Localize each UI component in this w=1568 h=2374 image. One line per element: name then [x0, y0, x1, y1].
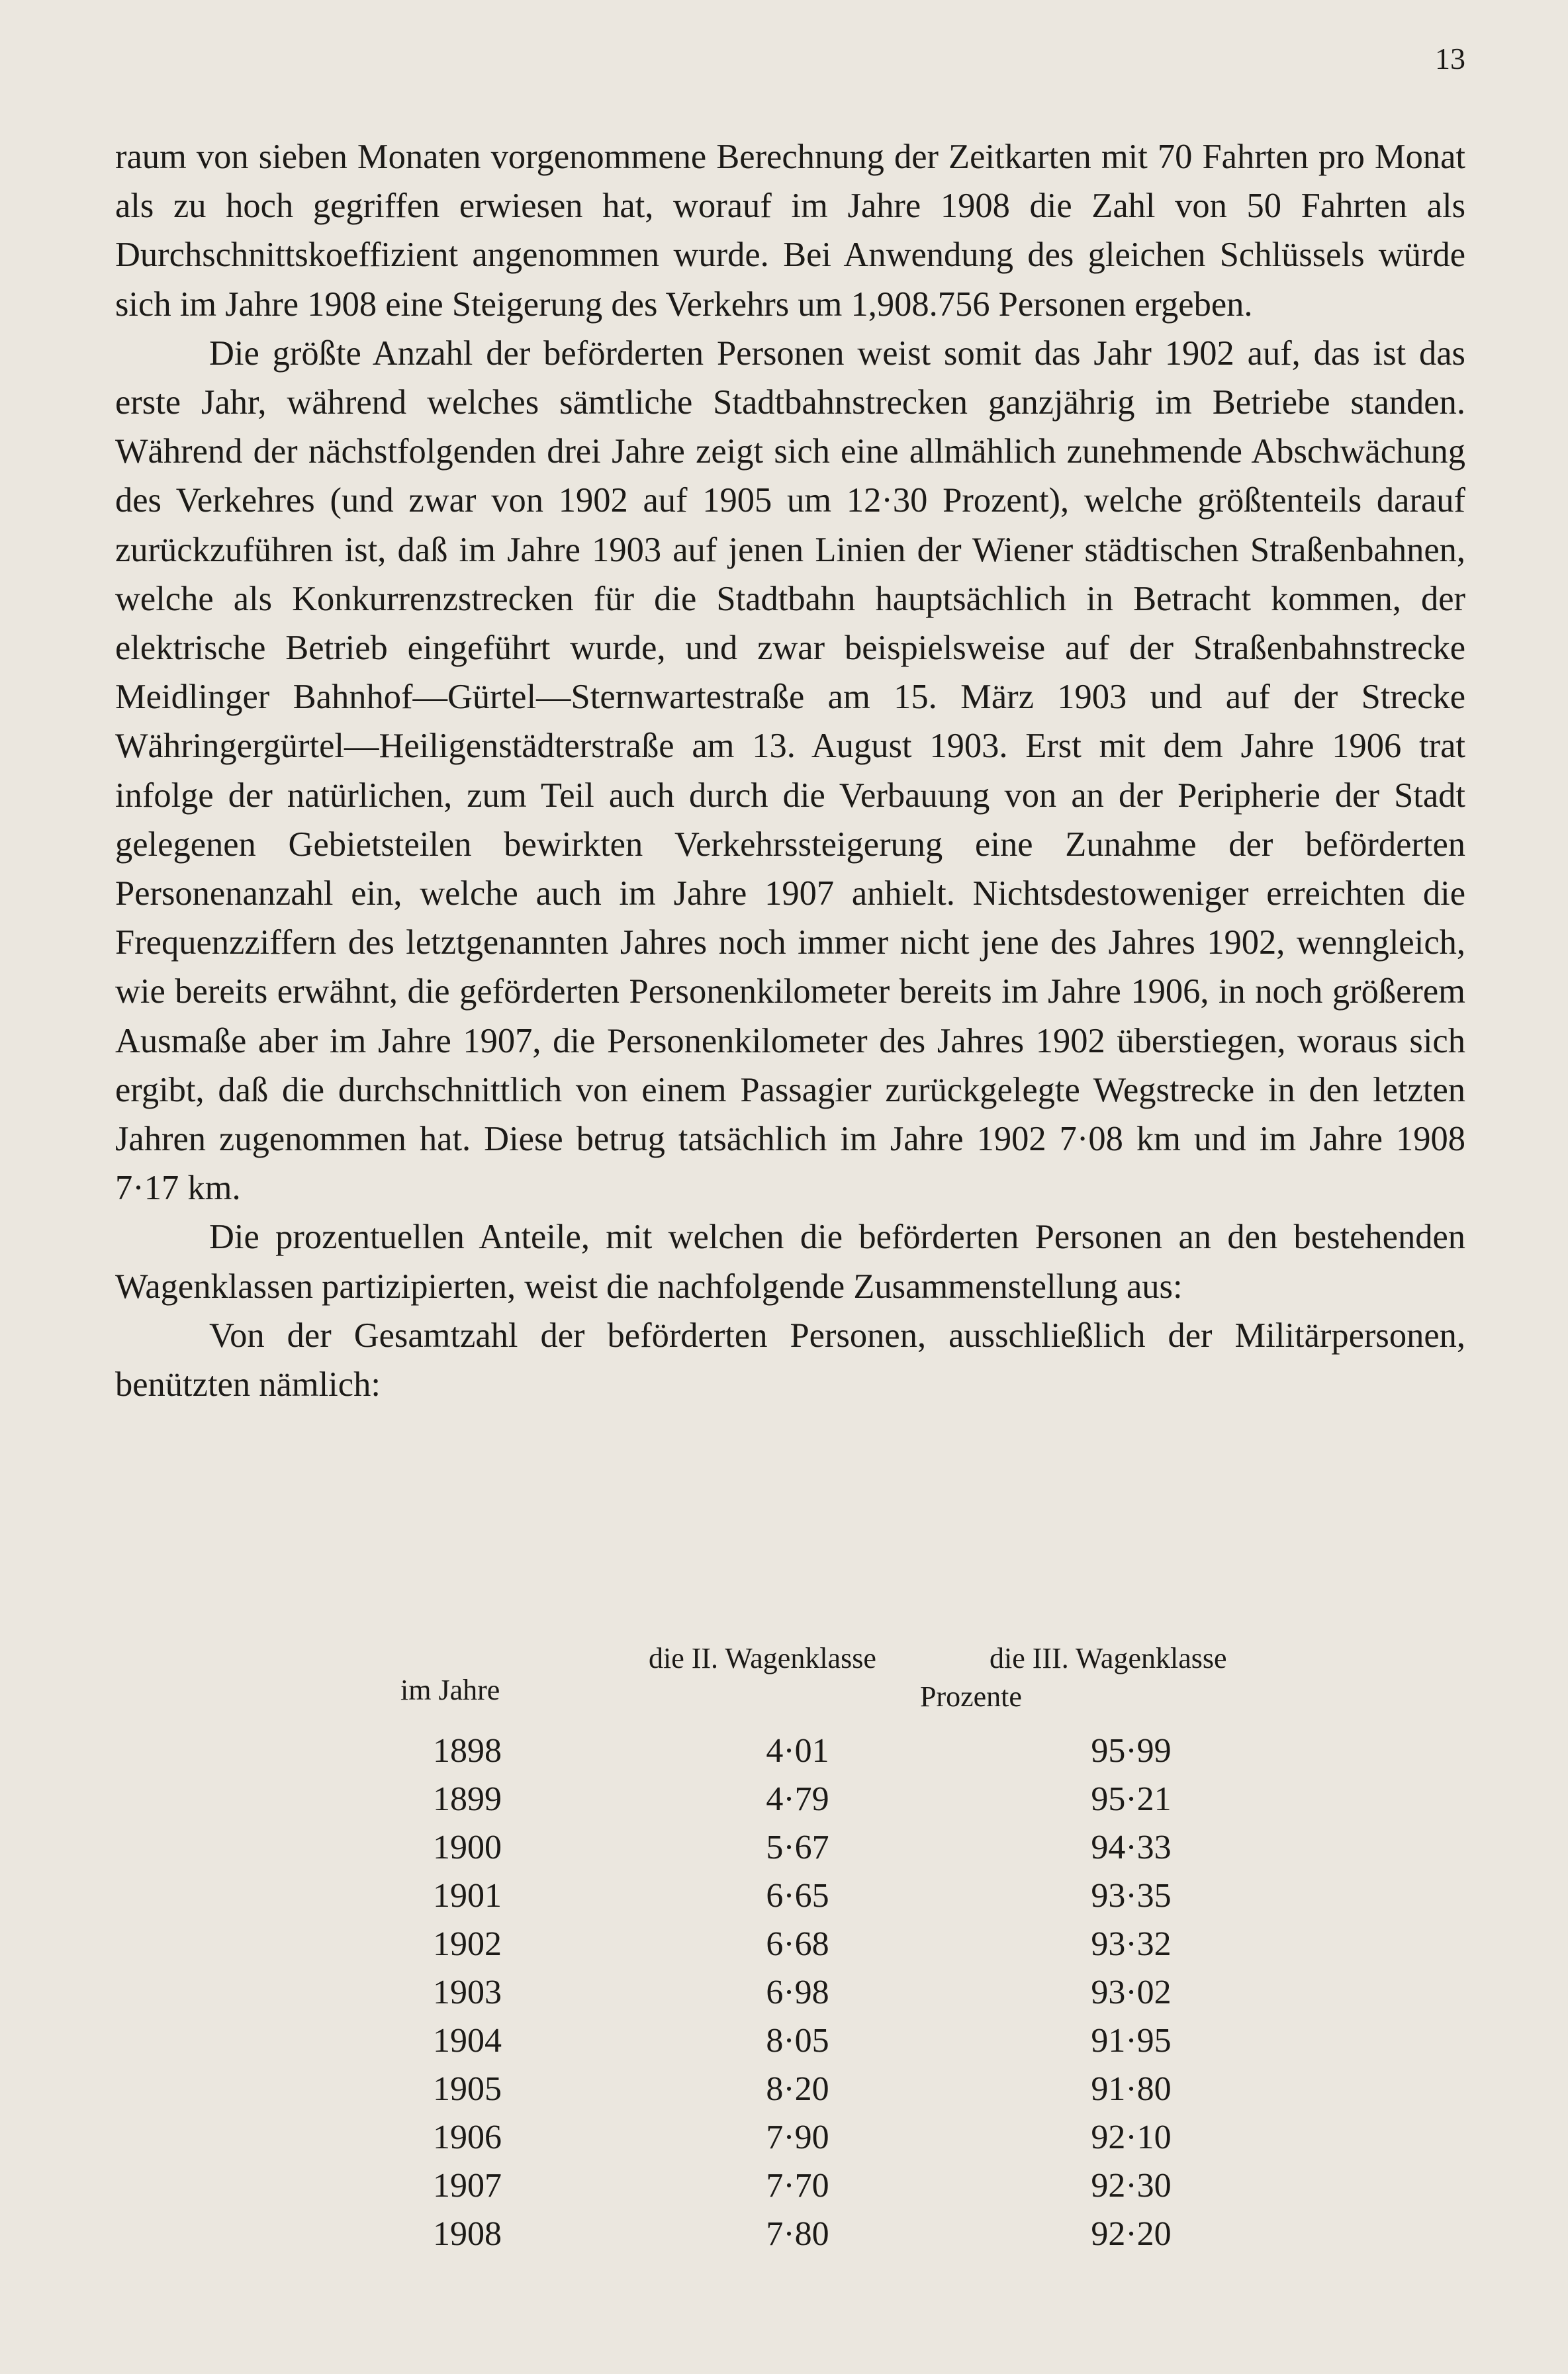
paragraph-4: Von der Gesamtzahl der beförderten Personen, ausschließlich der Militärpersonen, benützten nämlich:	[115, 1316, 1465, 1404]
cell-class2: 5·67	[766, 1829, 829, 1866]
cell-year: 1899	[433, 1780, 502, 1818]
cell-class3: 93·02	[1091, 1974, 1172, 2011]
table-row	[0, 1973, 1568, 2021]
cell-class3: 92·10	[1091, 2119, 1172, 2156]
cell-class2: 8·05	[766, 2022, 829, 2060]
header-class2: die II. Wagenklasse	[649, 1642, 876, 1674]
table-header	[0, 1641, 1568, 1734]
cell-class3: 93·35	[1091, 1877, 1172, 1915]
cell-class3: 95·21	[1091, 1780, 1172, 1818]
cell-class3: 91·80	[1091, 2070, 1172, 2108]
table-row	[0, 2070, 1568, 2118]
table-row	[0, 1925, 1568, 1973]
cell-class2: 6·68	[766, 1925, 829, 1963]
cell-year: 1903	[433, 1974, 502, 2011]
cell-year: 1898	[433, 1732, 502, 1770]
table-row	[0, 2118, 1568, 2166]
cell-year: 1907	[433, 2167, 502, 2205]
table-row	[0, 1828, 1568, 1876]
paragraph-3: Die prozentuellen Anteile, mit welchen die beförderten Personen an den bestehenden Wagenklassen partizipierten, weist die nachfolgende Zusammenstellung aus:	[115, 1218, 1465, 1306]
cell-class2: 7·70	[766, 2167, 829, 2205]
cell-class3: 92·30	[1091, 2167, 1172, 2205]
table-row	[0, 1731, 1568, 1780]
header-class3: die III. Wagenklasse	[990, 1642, 1227, 1674]
cell-class2: 7·90	[766, 2119, 829, 2156]
page-number: 13	[1435, 42, 1465, 75]
cell-year: 1901	[433, 1877, 502, 1915]
table-row	[0, 2021, 1568, 2070]
cell-year: 1906	[433, 2119, 502, 2156]
cell-class2: 7·80	[766, 2215, 829, 2253]
cell-year: 1904	[433, 2022, 502, 2060]
cell-year: 1905	[433, 2070, 502, 2108]
table-row	[0, 1780, 1568, 1828]
table-row	[0, 2214, 1568, 2263]
cell-class2: 4·01	[766, 1732, 829, 1770]
cell-class2: 8·20	[766, 2070, 829, 2108]
header-year: im Jahre	[400, 1674, 500, 1706]
cell-class3: 94·33	[1091, 1829, 1172, 1866]
paragraph-2: Die größte Anzahl der beförderten Personen weist somit das Jahr 1902 auf, das ist das erste Jahr, während welches sämtliche Stadtbahnstrecken ganzjährig im Betriebe standen. Während der nächstfolgenden drei Jahre zeigt sich eine allmählich zunehmende Abschwächung des Verkehres (und zwar von 1902 auf 1905 um 12·30 Prozent), welche größtenteils darauf zurückzuführen ist, daß im Jahre 1903 auf jenen Linien der Wiener städtischen Straßenbahnen, welche als Konkurrenzstrecken für die Stadtbahn hauptsächlich in Betracht kommen, der elektrische Betrieb eingeführt wurde, und zwar beispielsweise auf der Straßenbahnstrecke Meidlinger Bahnhof—Gürtel—Sternwartestraße am 15. März 1903 und auf der Strecke Währingergürtel—Heiligenstädterstraße am 13. August 1903. Erst mit dem Jahre 1906 trat infolge der natürlichen, zum Teil auch durch die Verbauung von an der Peripherie der Stadt gelegenen Gebietsteilen bewirkten Verkehrssteigerung eine Zunahme der beförderten Personenanzahl ein, welche auch im Jahre 1907 anhielt. Nichtsdestoweniger erreichten die Frequenzziffern des letztgenannten Jahres noch immer nicht jene des Jahres 1902, wenngleich, wie bereits erwähnt, die geförderten Personenkilometer bereits im Jahre 1906, in noch größerem Ausmaße aber im Jahre 1907, die Personenkilometer des Jahres 1902 überstiegen, woraus sich ergibt, daß die durchschnittlich von einem Passagier zurückgelegte Wegstrecke in den letzten Jahren zugenommen hat. Diese betrug tatsächlich im Jahre 1902 7·08 km und im Jahre 1908 7·17 km.	[115, 334, 1465, 1208]
data-table	[0, 1731, 1568, 2263]
cell-class3: 92·20	[1091, 2215, 1172, 2253]
body-text	[115, 132, 1465, 1409]
cell-class2: 6·65	[766, 1877, 829, 1915]
cell-class3: 93·32	[1091, 1925, 1172, 1963]
table-row	[0, 2166, 1568, 2214]
cell-class3: 91·95	[1091, 2022, 1172, 2060]
cell-class3: 95·99	[1091, 1732, 1172, 1770]
table-row	[0, 1876, 1568, 1925]
header-unit: Prozente	[920, 1680, 1022, 1713]
paragraph-1: raum von sieben Monaten vorgenommene Berechnung der Zeitkarten mit 70 Fahrten pro Monat als zu hoch gegriffen erwiesen hat, worauf im Jahre 1908 die Zahl von 50 Fahrten als Durchschnittskoeffizient angenommen wurde. Bei Anwendung des gleichen Schlüssels würde sich im Jahre 1908 eine Steigerung des Verkehrs um 1,908.756 Personen ergeben.	[115, 138, 1465, 324]
cell-year: 1900	[433, 1829, 502, 1866]
cell-class2: 6·98	[766, 1974, 829, 2011]
cell-year: 1902	[433, 1925, 502, 1963]
cell-class2: 4·79	[766, 1780, 829, 1818]
cell-year: 1908	[433, 2215, 502, 2253]
